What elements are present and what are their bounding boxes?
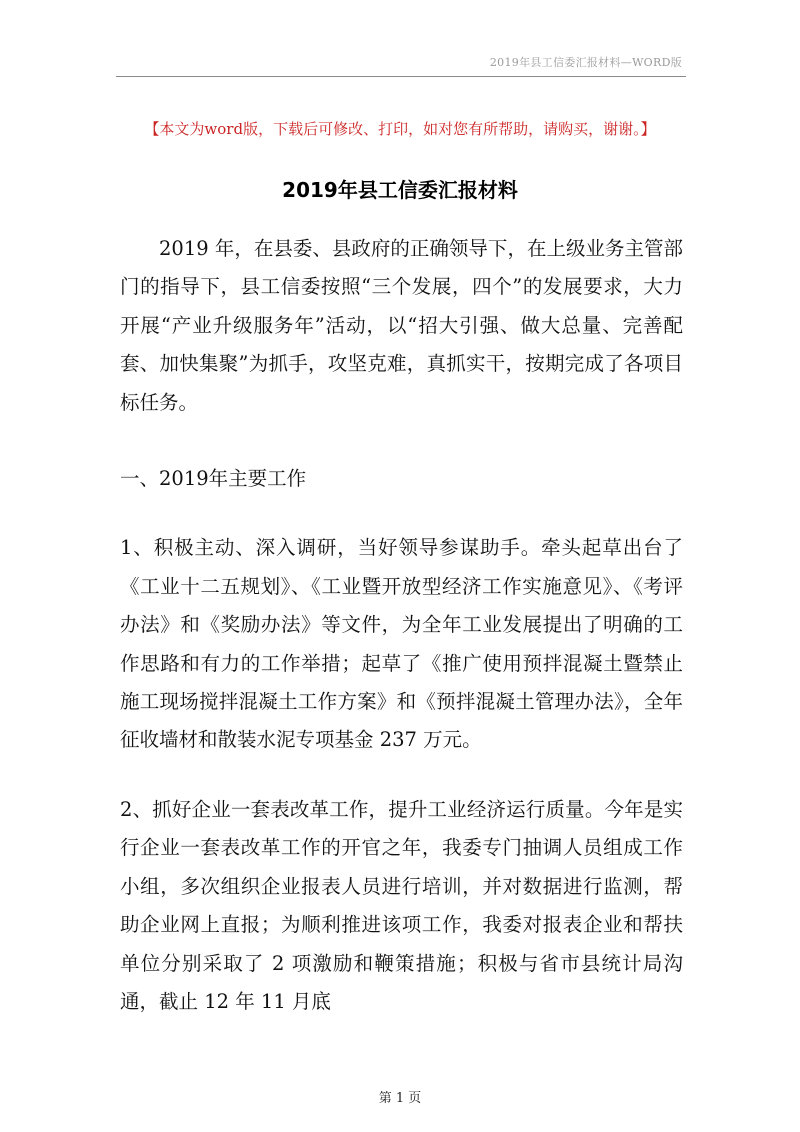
paragraph-spacer [120, 422, 683, 460]
intro-paragraph: 2019 年，在县委、县政府的正确领导下，在上级业务主管部门的指导下，县工信委按照“三个发展，四个”的发展要求，大力开展“产业升级服务年”活动，以“招大引强、做大总量、完善配套、加快集聚”为抓手，攻坚克难，真抓实干，按期完成了各项目标任务。 [120, 237, 683, 414]
document-body [120, 230, 683, 1021]
header-divider [116, 76, 686, 77]
paragraph-spacer [120, 760, 683, 791]
paragraph-spacer [120, 498, 683, 529]
section-heading: 一、2019年主要工作 [120, 467, 307, 491]
purchase-notice: 【本文为word版，下载后可修改、打印，如对您有所帮助，请购买，谢谢。】 [144, 120, 656, 138]
running-header: 2019年县工信委汇报材料—WORD版 [489, 56, 682, 69]
work-item-2: 2、抓好企业一套表改革工作，提升工业经济运行质量。今年是实行企业一套表改革工作的开官之年，我委专门抽调人员组成工作小组，多次组织企业报表人员进行培训，并对数据进行监测，帮助企业网上直报；为顺利推进该项工作，我委对报表企业和帮扶单位分别采取了 2 项激励和鞭策措施；积极与省市县统计局沟通，截止 12 年 11 月底 [120, 797, 683, 1013]
page-number: 第 1 页 [378, 1091, 422, 1106]
document-title: 2019年县工信委汇报材料 [282, 178, 518, 202]
work-item-1: 1、积极主动、深入调研，当好领导参谋助手。牵头起草出台了《工业十二五规划》、《工业暨开放型经济工作实施意见》、《考评办法》和《奖励办法》等文件，为全年工业发展提出了明确的工作思路和有力的工作举措；起草了《推广使用预拌混凝土暨禁止施工现场搅拌混凝土工作方案》和《预拌混凝土管理办法》，全年征收墙材和散装水泥专项基金 237 万元。 [120, 536, 683, 752]
